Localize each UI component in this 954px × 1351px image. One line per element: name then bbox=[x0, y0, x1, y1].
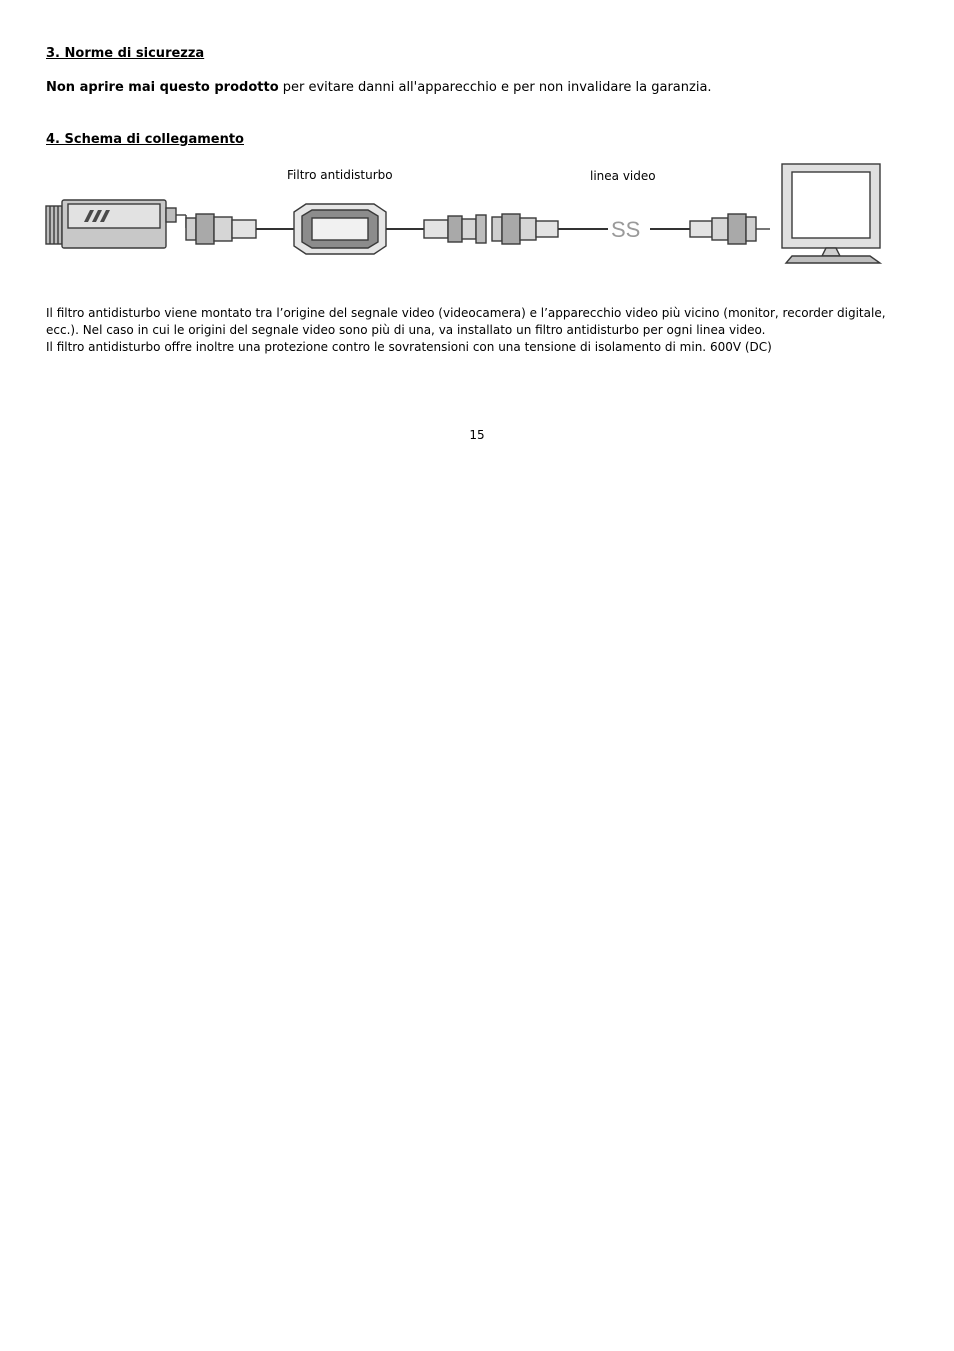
bnc-connector-icon bbox=[186, 214, 256, 244]
wiring-diagram bbox=[44, 160, 884, 270]
noise-filter-icon bbox=[294, 204, 386, 254]
page-number: 15 bbox=[469, 428, 485, 442]
video-line-label: linea video bbox=[590, 169, 656, 183]
safety-warning-rest: per evitare danni all'apparecchio e per non invalidare la garanzia. bbox=[278, 80, 712, 95]
filter-label: Filtro antidisturbo bbox=[287, 168, 393, 182]
safety-warning bbox=[46, 80, 712, 95]
camera-icon bbox=[46, 200, 186, 248]
cable-mark: SS bbox=[611, 217, 641, 242]
safety-warning-bold: Non aprire mai questo prodotto bbox=[46, 80, 279, 95]
bnc-connector-icon bbox=[424, 215, 486, 243]
description-paragraph: Il filtro antidisturbo viene montato tra l’origine del segnale video (videocamera) e l’apparecchio video più vicino (monitor, recorder digitale, ecc.). Nel caso in cui le origini del segnale video sono più di una, va installato un filtro antidisturbo per ogni linea video. bbox=[46, 306, 886, 337]
description-paragraph: Il filtro antidisturbo offre inoltre una protezione contro le sovratensioni con una tensione di isolamento di min. 600V (DC) bbox=[46, 340, 772, 354]
description-text bbox=[46, 305, 896, 356]
monitor-icon bbox=[782, 164, 880, 263]
bnc-connector-icon bbox=[492, 214, 558, 244]
bnc-connector-icon bbox=[690, 214, 770, 244]
section-heading-wiring: 4. Schema di collegamento bbox=[46, 132, 244, 147]
section-heading-safety: 3. Norme di sicurezza bbox=[46, 46, 205, 61]
